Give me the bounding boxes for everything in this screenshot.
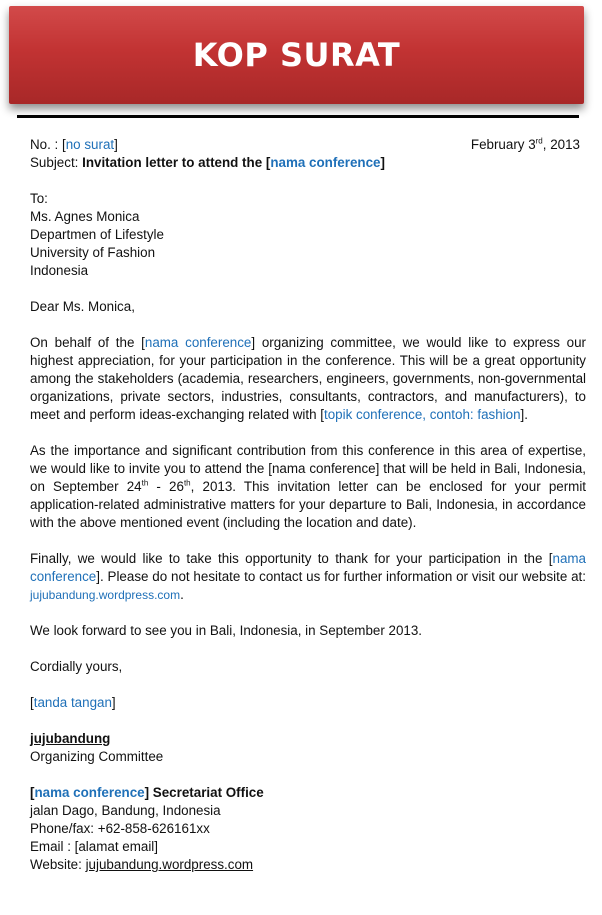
- p1-text-a: On behalf of the [: [30, 335, 145, 350]
- closing-line: We look forward to see you in Bali, Indonesia, in September 2013.: [30, 623, 423, 638]
- p3-text-b: ]. Please do not hesitate to contact us for further information or visit our website at:: [96, 569, 586, 584]
- recipient-name: Ms. Agnes Monica: [30, 209, 140, 224]
- letter-body: [30, 136, 586, 874]
- subject-text: [82, 155, 385, 170]
- office-title: [30, 784, 586, 802]
- p1-placeholder-conference: nama conference: [144, 335, 252, 350]
- recipient-country: Indonesia: [30, 263, 89, 278]
- office-address: jalan Dago, Bandung, Indonesia: [30, 803, 221, 818]
- signature-placeholder: [30, 694, 586, 712]
- signature-bracket-close: ]: [111, 695, 116, 710]
- subject-text-start: Invitation letter to attend the [: [82, 155, 271, 170]
- date-prefix: February 3: [470, 137, 536, 152]
- paragraph-3: [30, 550, 586, 604]
- number-label: No. : [: [30, 137, 66, 152]
- office-website: [30, 856, 586, 874]
- subject-bracket: ]: [380, 155, 385, 170]
- subject-placeholder: nama conference: [270, 155, 381, 170]
- recipient-department: Departmen of Lifestyle: [30, 227, 164, 242]
- signature-bracket-open: [: [30, 695, 34, 710]
- p3-text-c: .: [180, 587, 184, 602]
- number-bracket: ]: [114, 137, 118, 152]
- p2-text-c: , 2013. This invitation letter can be enclosed for your permit application-related administrative matters for your departure to Bali, Indonesia, in accordance with the above mentioned event (including the location and date).: [30, 479, 587, 530]
- letter-date: [471, 136, 580, 154]
- p3-placeholder-conference: nama conference: [30, 551, 586, 584]
- p1-text-c: ].: [520, 407, 528, 422]
- office-phone: Phone/fax: +62-858-626161xx: [30, 821, 210, 836]
- p2-text-b: - 26: [148, 479, 184, 494]
- letterhead-title: KOP SURAT: [192, 36, 401, 74]
- header-divider: [17, 115, 579, 118]
- letter-number: [30, 136, 118, 154]
- website-label: Website:: [30, 857, 86, 872]
- date-suffix: , 2013: [542, 137, 580, 152]
- sender-name: jujubandung: [30, 731, 111, 746]
- p1-text-b: ] organizing committee, we would like to express our highest appreciation, for your participation in the conference. This will be a great opportunity among the stakeholders (academia, researchers, engineers, governments, non-governmental organizations, private sectors, industries, consultants, contractors, and manufacturers), to meet and perform ideas-exchanging related with [: [30, 335, 587, 422]
- sender-role: Organizing Committee: [30, 749, 164, 764]
- date-superscript: rd: [535, 136, 543, 146]
- letter-meta-row: [30, 136, 586, 154]
- office-bracket-open: [: [30, 785, 35, 800]
- paragraph-1: [30, 334, 586, 424]
- salutation: Dear Ms. Monica,: [30, 299, 135, 314]
- recipient-to: To:: [30, 191, 48, 206]
- signature-text: tanda tangan: [33, 695, 112, 710]
- closing: Cordially yours,: [30, 659, 123, 674]
- p3-website-link[interactable]: jujubandung.wordpress.com: [30, 588, 181, 602]
- p1-placeholder-topic: topik conference, contoh: fashion: [324, 407, 521, 422]
- p2-sup-1: th: [141, 478, 149, 488]
- recipient-university: University of Fashion: [30, 245, 156, 260]
- subject-label: Subject:: [30, 155, 83, 170]
- number-placeholder: no surat: [65, 137, 115, 152]
- office-email: Email : [alamat email]: [30, 839, 158, 854]
- letterhead-banner: [9, 6, 584, 104]
- office-placeholder: nama conference: [34, 785, 145, 800]
- paragraph-2: [30, 442, 586, 532]
- p2-sup-2: th: [183, 478, 191, 488]
- letter-subject: [30, 154, 586, 172]
- p2-text-a: As the importance and significant contribution from this conference in this area of expertise, we would like to invite you to attend the [nama conference] that will be held in Bali, Indonesia, on September 24: [30, 443, 586, 494]
- website-link[interactable]: jujubandung.wordpress.com: [85, 857, 254, 872]
- office-title-text: ] Secretariat Office: [144, 785, 264, 800]
- p3-text-a: Finally, we would like to take this opportunity to thank for your participation in the [: [30, 551, 553, 566]
